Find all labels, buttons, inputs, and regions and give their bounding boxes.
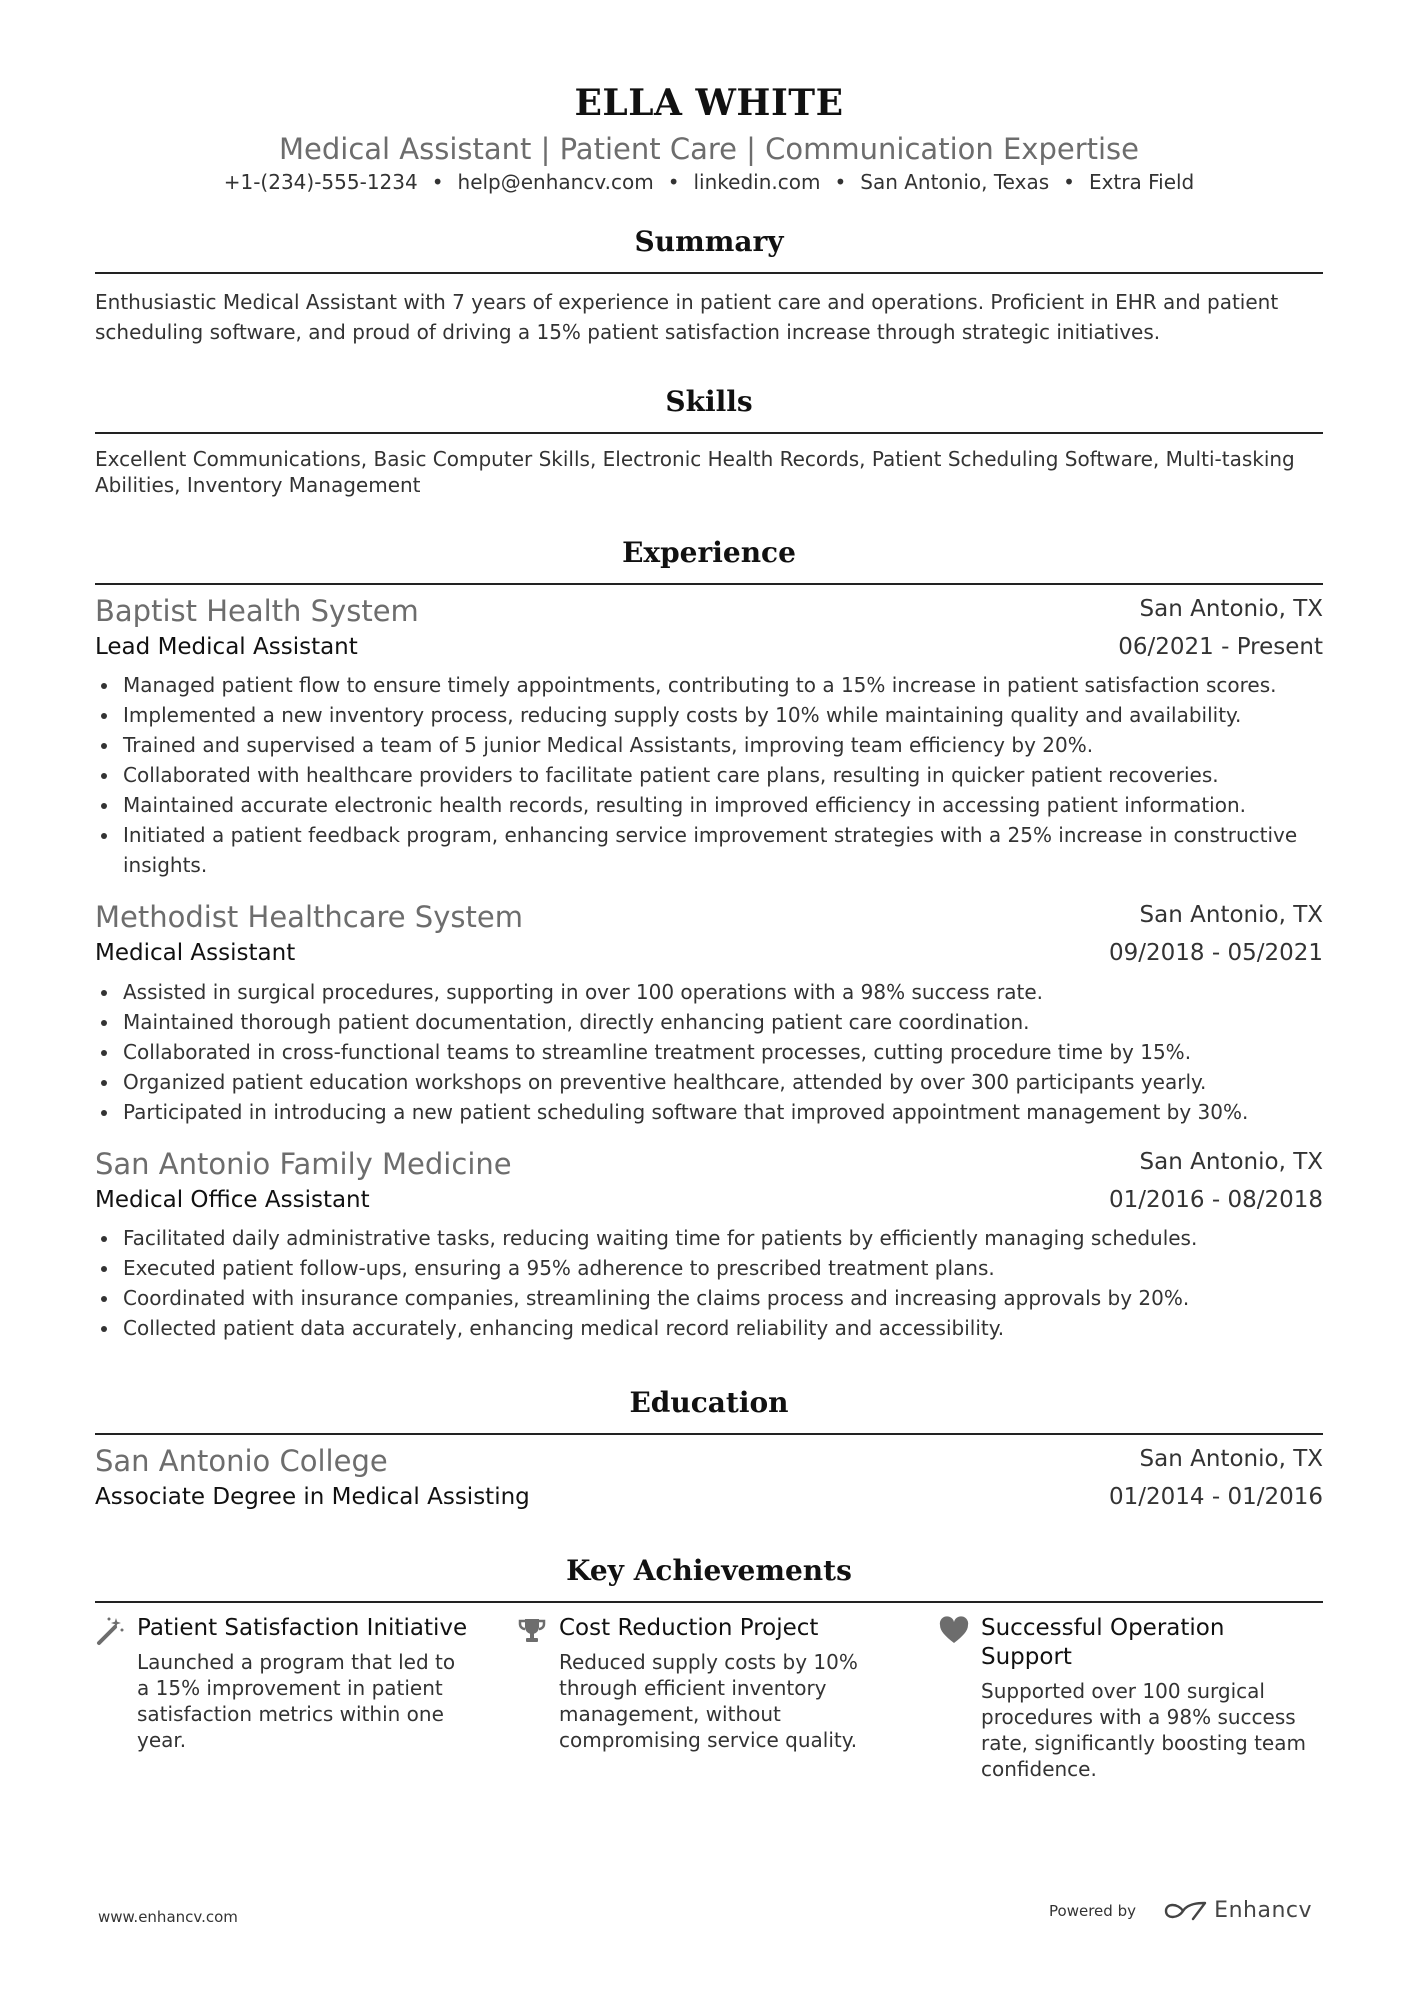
job-location: San Antonio, TX bbox=[1139, 1149, 1323, 1175]
job-role: Medical Office Assistant bbox=[95, 1187, 370, 1213]
company-name: Baptist Health System bbox=[95, 594, 419, 628]
powered-by-label: Powered by bbox=[1049, 1901, 1136, 1920]
achievement-title: Successful Operation Support bbox=[981, 1615, 1225, 1670]
skills-text: Excellent Communications, Basic Computer Skills, Electronic Health Records, Patient Scheduling Software, Multi-tasking Abilities, Inventory Management bbox=[95, 447, 1295, 497]
list-item: Trained and supervised a team of 5 junior Medical Assistants, improving team efficiency by 20%. bbox=[95, 730, 1323, 760]
education-heading: Education bbox=[629, 1386, 789, 1419]
achievement-description: Supported over 100 surgical procedures with a 98% success rate, significantly boosting team confidence. bbox=[981, 1679, 1306, 1781]
section-divider bbox=[95, 1601, 1323, 1603]
contact-linkedin[interactable]: linkedin.com bbox=[693, 170, 821, 194]
degree: Associate Degree in Medical Assisting bbox=[95, 1484, 530, 1510]
list-item: Managed patient flow to ensure timely appointments, contributing to a 15% increase in patient satisfaction scores. bbox=[95, 670, 1323, 700]
list-item: Collected patient data accurately, enhancing medical record reliability and accessibility. bbox=[95, 1313, 1323, 1343]
job-dates: 06/2021 - Present bbox=[1118, 634, 1323, 660]
job-location: San Antonio, TX bbox=[1139, 902, 1323, 928]
section-divider bbox=[95, 1433, 1323, 1435]
candidate-name: ELLA WHITE bbox=[574, 82, 844, 124]
school-name: San Antonio College bbox=[95, 1444, 388, 1478]
list-item: Implemented a new inventory process, reducing supply costs by 10% while maintaining quality and availability. bbox=[95, 700, 1323, 730]
list-item: Initiated a patient feedback program, enhancing service improvement strategies with a 25% increase in constructive insights. bbox=[95, 820, 1323, 880]
school-location: San Antonio, TX bbox=[1139, 1446, 1323, 1472]
achievement-title: Cost Reduction Project bbox=[559, 1615, 819, 1641]
job-dates: 09/2018 - 05/2021 bbox=[1108, 940, 1323, 966]
trophy-icon bbox=[517, 1616, 547, 1646]
magic-wand-icon bbox=[95, 1616, 125, 1646]
job-dates: 01/2016 - 08/2018 bbox=[1108, 1187, 1323, 1213]
summary-heading: Summary bbox=[634, 225, 784, 258]
section-divider bbox=[95, 272, 1323, 274]
list-item: Facilitated daily administrative tasks, reducing waiting time for patients by efficiently managing schedules. bbox=[95, 1223, 1323, 1253]
skills-heading: Skills bbox=[665, 385, 753, 418]
contact-email[interactable]: help@enhancv.com bbox=[457, 170, 654, 194]
separator-dot: • bbox=[667, 170, 680, 194]
section-divider bbox=[95, 583, 1323, 585]
education-dates: 01/2014 - 01/2016 bbox=[1108, 1484, 1323, 1510]
experience-heading: Experience bbox=[622, 536, 796, 569]
list-item: Organized patient education workshops on preventive healthcare, attended by over 300 participants yearly. bbox=[95, 1067, 1323, 1097]
list-item: Coordinated with insurance companies, streamlining the claims process and increasing approvals by 20%. bbox=[95, 1283, 1323, 1313]
company-name: San Antonio Family Medicine bbox=[95, 1147, 512, 1181]
achievement-title: Patient Satisfaction Initiative bbox=[137, 1615, 468, 1641]
job-location: San Antonio, TX bbox=[1139, 596, 1323, 622]
list-item: Executed patient follow-ups, ensuring a 95% adherence to prescribed treatment plans. bbox=[95, 1253, 1323, 1283]
achievements-heading: Key Achievements bbox=[566, 1554, 852, 1587]
enhancv-logo-icon bbox=[1163, 1899, 1209, 1923]
list-item: Assisted in surgical procedures, supporting in over 100 operations with a 98% success rate. bbox=[95, 977, 1323, 1007]
achievement-description: Launched a program that led to a 15% improvement in patient satisfaction metrics within one year. bbox=[137, 1650, 456, 1752]
footer-website[interactable]: www.enhancv.com bbox=[98, 1908, 238, 1926]
enhancv-brand-name: Enhancv bbox=[1214, 1898, 1312, 1923]
list-item: Collaborated with healthcare providers to facilitate patient care plans, resulting in quicker patient recoveries. bbox=[95, 760, 1323, 790]
job-bullets bbox=[95, 977, 1323, 1127]
list-item: Participated in introducing a new patient scheduling software that improved appointment management by 30%. bbox=[95, 1097, 1323, 1127]
job-bullets bbox=[95, 1223, 1323, 1343]
headline: Medical Assistant | Patient Care | Communication Expertise bbox=[278, 132, 1140, 166]
list-item: Maintained thorough patient documentation, directly enhancing patient care coordination. bbox=[95, 1007, 1323, 1037]
job-bullets bbox=[95, 670, 1323, 880]
job-role: Lead Medical Assistant bbox=[95, 634, 358, 660]
contact-location: San Antonio, Texas bbox=[860, 170, 1050, 194]
separator-dot: • bbox=[431, 170, 444, 194]
heart-icon bbox=[939, 1616, 969, 1646]
summary-text: Enthusiastic Medical Assistant with 7 years of experience in patient care and operations. Proficient in EHR and patient scheduling software, and proud of driving a 15% patient satisfaction increase through strategic initiatives. bbox=[95, 290, 1279, 344]
list-item: Maintained accurate electronic health records, resulting in improved efficiency in accessing patient information. bbox=[95, 790, 1323, 820]
list-item: Collaborated in cross-functional teams to streamline treatment processes, cutting procedure time by 15%. bbox=[95, 1037, 1323, 1067]
separator-dot: • bbox=[1063, 170, 1075, 194]
footer-branding bbox=[1049, 1898, 1312, 1932]
job-role: Medical Assistant bbox=[95, 940, 296, 966]
achievement-description: Reduced supply costs by 10% through efficient inventory management, without compromising service quality. bbox=[559, 1650, 858, 1752]
enhancv-logo[interactable] bbox=[1163, 1898, 1312, 1923]
separator-dot: • bbox=[834, 170, 847, 194]
contact-phone[interactable]: +1-(234)-555-1234 bbox=[223, 170, 418, 194]
company-name: Methodist Healthcare System bbox=[95, 900, 523, 934]
contact-extra: Extra Field bbox=[1088, 170, 1195, 194]
section-divider bbox=[95, 432, 1323, 434]
contact-line bbox=[95, 170, 1323, 194]
